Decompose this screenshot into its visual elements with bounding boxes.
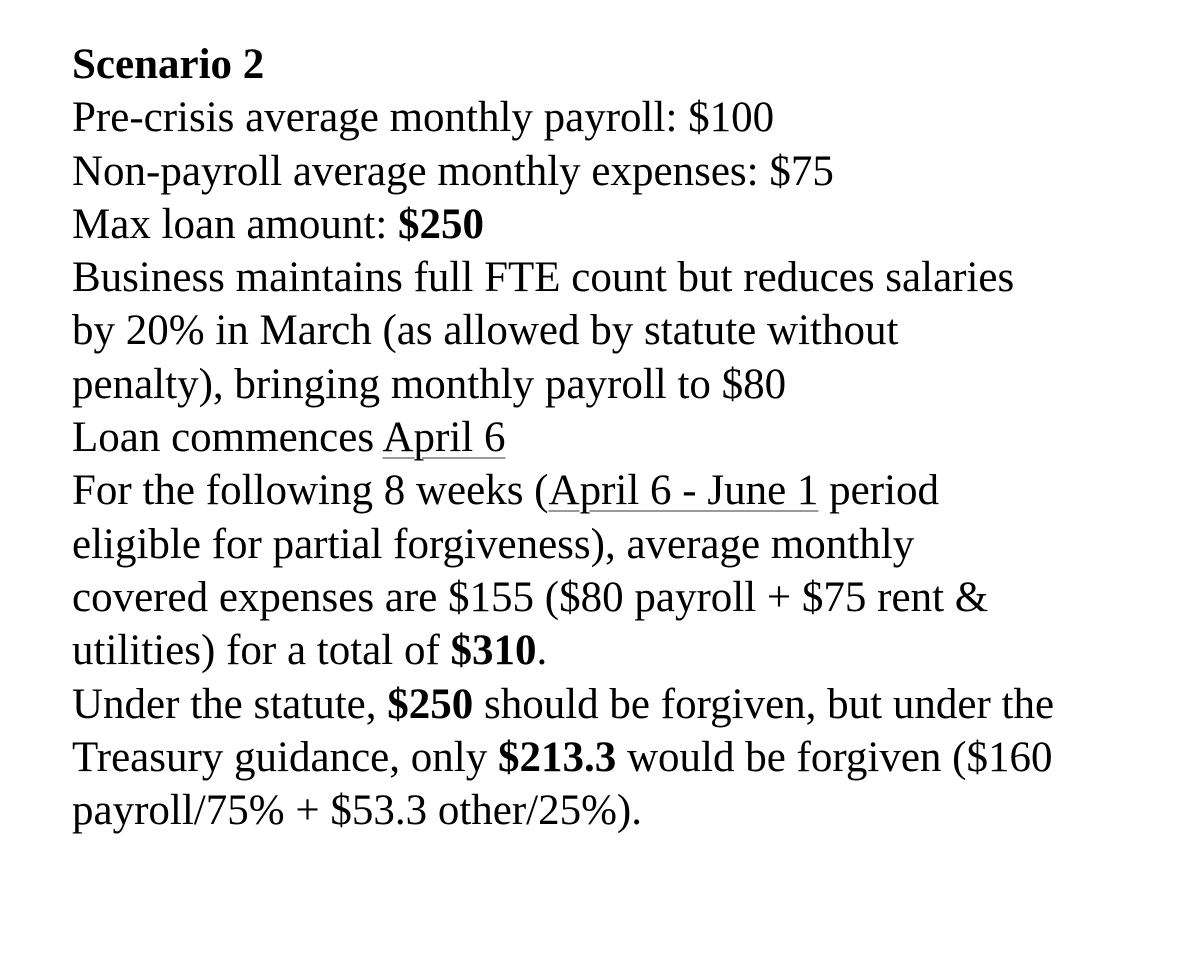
- scenario-document: [72, 38, 1172, 837]
- max-loan-line: [72, 198, 1172, 251]
- period-total-suffix: .: [536, 627, 548, 675]
- loan-commences-label: Loan commences: [72, 414, 383, 462]
- statute-forgiven-amount: $250: [387, 680, 474, 728]
- period-date-link[interactable]: April 6 - June 1: [548, 467, 819, 515]
- loan-commences-line: [72, 411, 1172, 464]
- period-text-line-2: eligible for partial forgiveness), average monthly: [72, 520, 915, 568]
- treasury-forgiven-amount: $213.3: [497, 733, 617, 781]
- commence-date-link[interactable]: April 6: [382, 414, 506, 462]
- period-text-line-1: [72, 464, 1172, 517]
- scenario-title: Scenario 2: [72, 41, 265, 88]
- statute-text-line-3: payroll/75% + $53.3 other/25%).: [72, 787, 643, 835]
- pre-crisis-payroll-line: Pre-crisis average monthly payroll: $100: [72, 94, 775, 142]
- statute-text-line-2: [72, 731, 1172, 784]
- max-loan-value: $250: [398, 200, 485, 248]
- treasury-suffix: would be forgiven ($160: [616, 733, 1053, 781]
- period-text-line-4: [72, 624, 1172, 677]
- statute-text-line-1: [72, 678, 1172, 731]
- period-total-prefix: utilities) for a total of: [72, 627, 451, 675]
- non-payroll-expenses-line: Non-payroll average monthly expenses: $75: [72, 147, 834, 195]
- treasury-prefix: Treasury guidance, only: [72, 733, 498, 781]
- period-text-prefix: For the following 8 weeks (: [72, 467, 549, 515]
- statute-prefix: Under the statute,: [72, 680, 388, 728]
- period-text-suffix: period: [818, 467, 940, 515]
- business-text-line-1: Business maintains full FTE count but reduces salaries: [72, 254, 1015, 302]
- business-text-line-2: by 20% in March (as allowed by statute without: [72, 307, 899, 355]
- period-total-value: $310: [450, 627, 537, 675]
- max-loan-label: Max loan amount:: [72, 200, 399, 248]
- business-text-line-3: penalty), bringing monthly payroll to $80: [72, 360, 787, 408]
- statute-suffix: should be forgiven, but under the: [473, 680, 1055, 728]
- period-text-line-3: covered expenses are $155 ($80 payroll + $75 rent &: [72, 573, 989, 621]
